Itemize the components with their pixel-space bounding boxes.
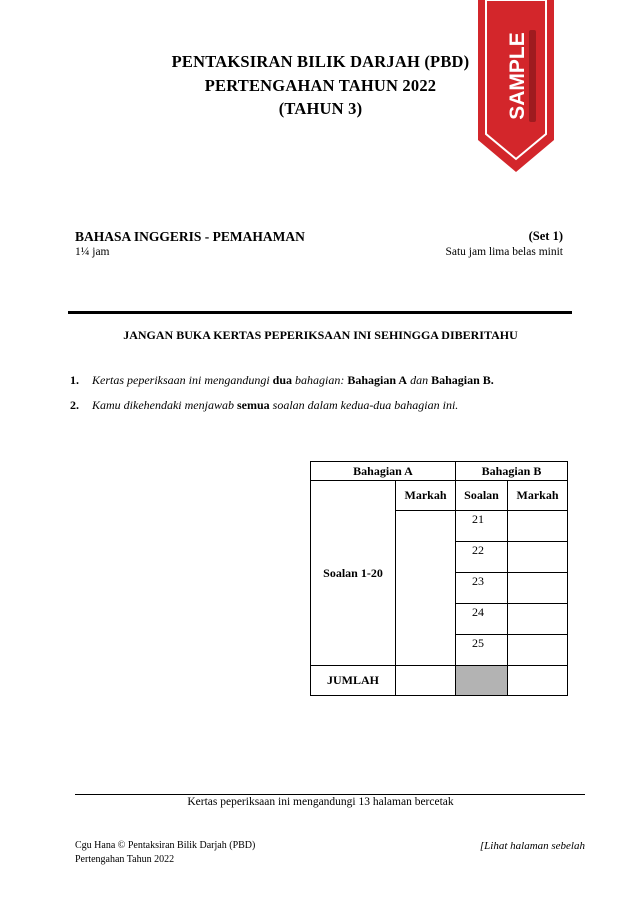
question-number: 23 bbox=[456, 573, 508, 604]
soalan-b-header: Soalan bbox=[456, 481, 508, 511]
markah-b-cell bbox=[508, 635, 568, 666]
sample-ribbon bbox=[478, 0, 554, 172]
credit-line-2: Pertengahan Tahun 2022 bbox=[75, 854, 175, 865]
title-line-3: (TAHUN 3) bbox=[278, 99, 363, 118]
warning-notice: JANGAN BUKA KERTAS PEPERIKSAAN INI SEHINGGA DIBERITAHU bbox=[123, 328, 518, 342]
markah-a-header: Markah bbox=[396, 481, 456, 511]
total-label: JUMLAH bbox=[311, 666, 396, 696]
section-a-questions: Soalan 1-20 bbox=[311, 481, 396, 666]
ribbon-label: SAMPLE bbox=[506, 32, 529, 120]
title-line-2: PERTENGAHAN TAHUN 2022 bbox=[204, 76, 437, 95]
question-number: 25 bbox=[456, 635, 508, 666]
instruction-1: 1. Kertas peperiksaan ini mengandungi dua bahagian: Bahagian A dan Bahagian B. bbox=[70, 373, 494, 387]
footer-rule bbox=[75, 794, 585, 795]
question-number: 21 bbox=[456, 511, 508, 542]
set-label: (Set 1) bbox=[528, 229, 563, 243]
question-number: 24 bbox=[456, 604, 508, 635]
markah-b-cell bbox=[508, 604, 568, 635]
section-a-header: Bahagian A bbox=[311, 462, 456, 481]
credit-line-1: Cgu Hana © Pentaksiran Bilik Darjah (PBD) bbox=[75, 840, 256, 851]
markah-b-cell bbox=[508, 573, 568, 604]
subject-name: BAHASA INGGERIS - PEMAHAMAN bbox=[75, 229, 305, 244]
total-a-cell bbox=[396, 666, 456, 696]
title-line-1: PENTAKSIRAN BILIK DARJAH (PBD) bbox=[171, 52, 470, 71]
question-number: 22 bbox=[456, 542, 508, 573]
markah-b-cell bbox=[508, 542, 568, 573]
total-shaded-cell bbox=[456, 666, 508, 696]
duration: 1¼ jam bbox=[75, 246, 110, 258]
next-page-note: [Lihat halaman sebelah bbox=[479, 840, 585, 852]
divider-rule bbox=[68, 311, 572, 314]
score-table bbox=[310, 461, 568, 696]
instruction-2: 2. Kamu dikehendaki menjawab semua soalan dalam kedua-dua bahagian ini. bbox=[70, 398, 459, 412]
markah-b-header: Markah bbox=[508, 481, 568, 511]
pages-note: Kertas peperiksaan ini mengandungi 13 halaman bercetak bbox=[187, 796, 454, 808]
section-b-header: Bahagian B bbox=[456, 462, 568, 481]
duration-text: Satu jam lima belas minit bbox=[445, 246, 563, 258]
markah-b-cell bbox=[508, 511, 568, 542]
total-b-cell bbox=[508, 666, 568, 696]
markah-a-cell bbox=[396, 511, 456, 666]
